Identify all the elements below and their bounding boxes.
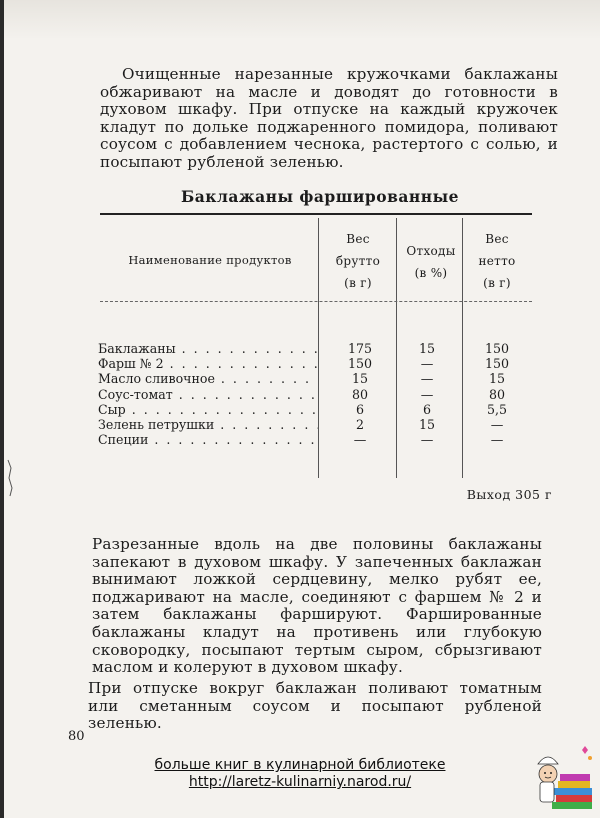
header-gross-l2: брутто (335, 254, 381, 268)
serving-paragraph: При отпуске вокруг баклажан поливают томатным или сметанным соусом и посыпают рубленой зеленью. (88, 679, 542, 733)
gross-value: 15 (351, 371, 369, 387)
waste-value: 15 (418, 341, 436, 356)
ingredient-name: Масло сливочное . . . (98, 371, 318, 386)
waste-value: 15 (418, 416, 436, 432)
recipe-yield: Выход 305 г (466, 487, 552, 502)
ingredient-name: Зелень петрушки . . . (98, 417, 318, 432)
header-net-l2: нетто (478, 254, 516, 268)
table-row (98, 371, 538, 386)
intro-paragraph: Очищенные нарезанные кружочками баклажаны обжаривают на масле и доводят до готовности в духовом шкафу. При отпуске на каждый кружочек кладут по дольке поджаренного помидора, поливают соусом с добавлением чеснока, растертого с солью, и посыпают рубленой зеленью. (100, 65, 558, 171)
header-net-weight (462, 228, 532, 294)
header-net-l3: (в г) (483, 276, 511, 290)
ingredient-name: Фарш № 2 . . . (98, 356, 318, 371)
net-value: 15 (488, 371, 506, 387)
ingredient-name: Сыр . . . (98, 402, 318, 417)
header-gross-weight (318, 228, 398, 294)
table-row (98, 417, 538, 432)
footer-library-text: больше книг в кулинарной библиотеке (154, 757, 446, 773)
gross-value: — (353, 432, 367, 448)
waste-value: 6 (422, 401, 431, 417)
header-gross-l1: Вес (346, 232, 370, 246)
gross-value: 6 (355, 401, 364, 417)
cook-books-icon (532, 744, 596, 810)
table-row (98, 341, 538, 356)
net-value: 80 (488, 386, 506, 402)
header-product-name: Наименование продуктов (128, 253, 292, 267)
library-footer (120, 757, 480, 791)
page-number: 80 (68, 729, 85, 744)
waste-value: — (420, 386, 434, 402)
net-value: — (490, 432, 504, 448)
waste-value: — (420, 371, 434, 387)
net-value: 5,5 (486, 401, 508, 417)
footer-library-link[interactable]: http://laretz-kulinarniy.narod.ru/ (188, 774, 412, 790)
gross-value: 2 (355, 416, 364, 432)
table-row (98, 356, 538, 371)
net-value: 150 (484, 341, 510, 356)
ingredient-name: Специи . . . (98, 432, 318, 447)
scan-edge (0, 0, 4, 818)
method-paragraph: Разрезанные вдоль на две половины баклажаны запекают в духовом шкафу. У запеченных баклажан вынимают ложкой сердцевину, мелко рубят ее, поджаривают на масле, соединяют с фаршем № 2 и затем баклажаны фаршируют. Фаршированные баклажаны кладут на противень или глубокую сковородку, посыпают тертым сыром, сбрызгивают маслом и колеруют в духовом шкафу. (92, 535, 542, 677)
table-row (98, 387, 538, 402)
net-value: — (490, 416, 504, 432)
table-row (98, 432, 538, 447)
header-waste-l1: Отходы (406, 244, 456, 258)
header-net-l1: Вес (485, 232, 509, 246)
recipe-title: Баклажаны фаршированные (180, 187, 460, 206)
net-value: 150 (484, 356, 510, 372)
header-waste-l2: (в %) (414, 266, 448, 280)
scan-shadow (0, 0, 600, 40)
waste-value: — (420, 356, 434, 372)
header-gross-l3: (в г) (344, 276, 372, 290)
scan-artifact-mark (6, 458, 16, 498)
ingredient-name: Соус-томат . . . (98, 387, 318, 402)
gross-value: 80 (351, 386, 369, 402)
gross-value: 175 (347, 341, 373, 356)
table-row (98, 402, 538, 417)
ingredient-name: Баклажаны . . . (98, 341, 318, 356)
gross-value: 150 (347, 356, 373, 372)
table-header-rule (100, 301, 532, 303)
table-top-rule (100, 213, 532, 215)
ingredient-rows (98, 341, 538, 447)
header-waste (396, 240, 466, 284)
waste-value: — (420, 432, 434, 448)
